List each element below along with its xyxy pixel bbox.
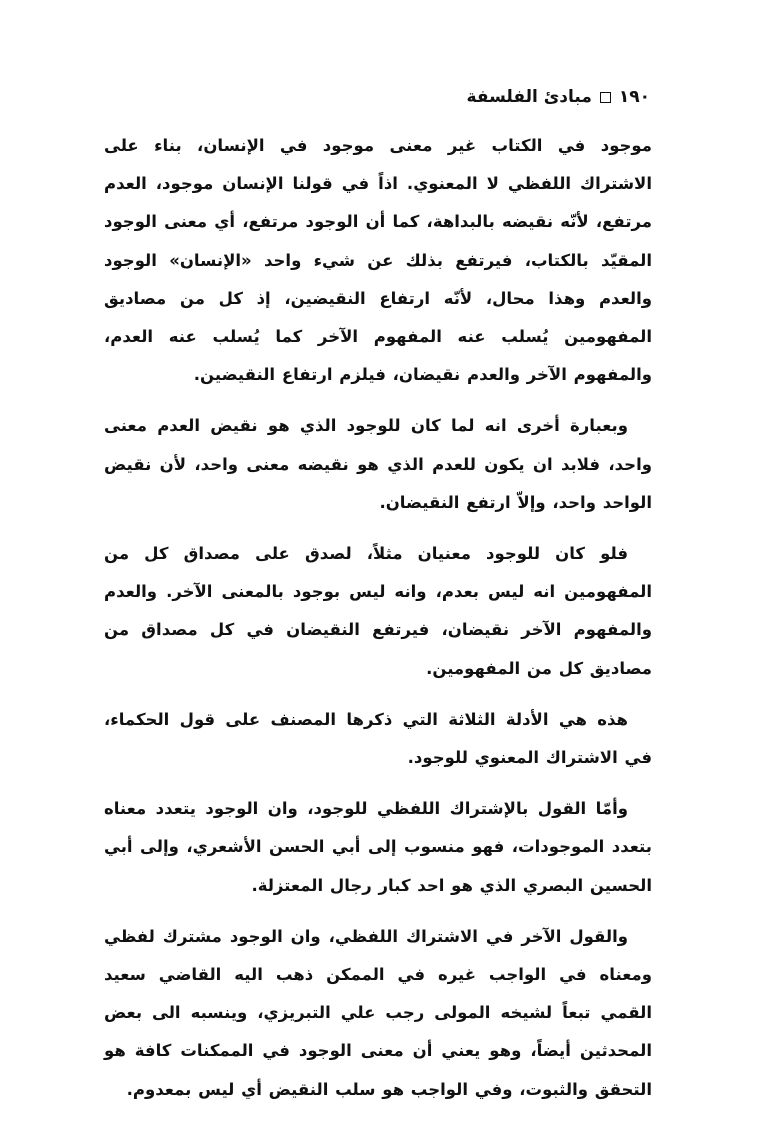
page-number: ١٩٠ — [618, 87, 650, 107]
paragraph-4: هذه هي الأدلة الثلاثة التي ذكرها المصنف على قول الحكماء، في الاشتراك المعنوي للوجود. — [104, 709, 652, 768]
body-text — [104, 127, 652, 1122]
paragraph-1: موجود في الكتاب غير معنى موجود في الإنسان، بناء على الاشتراك اللفظي لا المعنوي. اذاً في قولنا الإنسان موجود، العدم مرتفع، لأنّه نقيضه بالبداهة، كما أن الوجود مرتفع، أي معنى الوجود المقيّد بالكتاب، فيرتفع بذلك عن شيء واحد «الإنسان» الوجود والعدم وهذا محال، لأنّه ارتفاع النقيضين، إذ كل من مصاديق المفهومين يُسلب عنه المفهوم الآخر كما يُسلب عنه العدم، والمفهوم الآخر والعدم نقيضان، فيلزم ارتفاع النقيضين. — [104, 136, 652, 385]
paragraph-5: وأمّا القول بالإشتراك اللفظي للوجود، وان الوجود يتعدد معناه بتعدد الموجودات، فهو منسوب إلى أبي الحسن الأشعري، وإلى أبي الحسين البصري الذي هو احد كبار رجال المعتزلة. — [104, 799, 652, 895]
square-ornament-icon — [600, 92, 611, 103]
book-title: مبادئ الفلسفة — [466, 87, 592, 107]
paragraph-6: والقول الآخر في الاشتراك اللفظي، وان الوجود مشترك لفظي ومعناه في الواجب غيره في الممكن ذهب اليه القاضي سعيد القمي تبعاً لشيخه المولى رجب علي التبريزي، وينسبه الى بعض المحدثين أيضاً، وهو يعني أن معنى الوجود في الممكنات كافة هو التحقق والثبوت، وفي الواجب هو سلب النقيض أي ليس بمعدوم. — [104, 926, 652, 1099]
paragraph-2: وبعبارة أخرى انه لما كان للوجود الذي هو نقيض العدم معنى واحد، فلابد ان يكون للعدم الذي هو نقيضه معنى واحد، لأن نقيض الواحد واحد، وإلاّ ارتفع النقيضان. — [104, 416, 652, 512]
paragraph-3: فلو كان للوجود معنيان مثلاً، لصدق على مصداق كل من المفهومين انه ليس بعدم، وانه ليس بوجود بالمعنى الآخر. والعدم والمفهوم الآخر نقيضان، فيرتفع النقيضان في كل مصداق من مصاديق كل من المفهومين. — [104, 544, 652, 678]
running-head — [467, 86, 650, 108]
